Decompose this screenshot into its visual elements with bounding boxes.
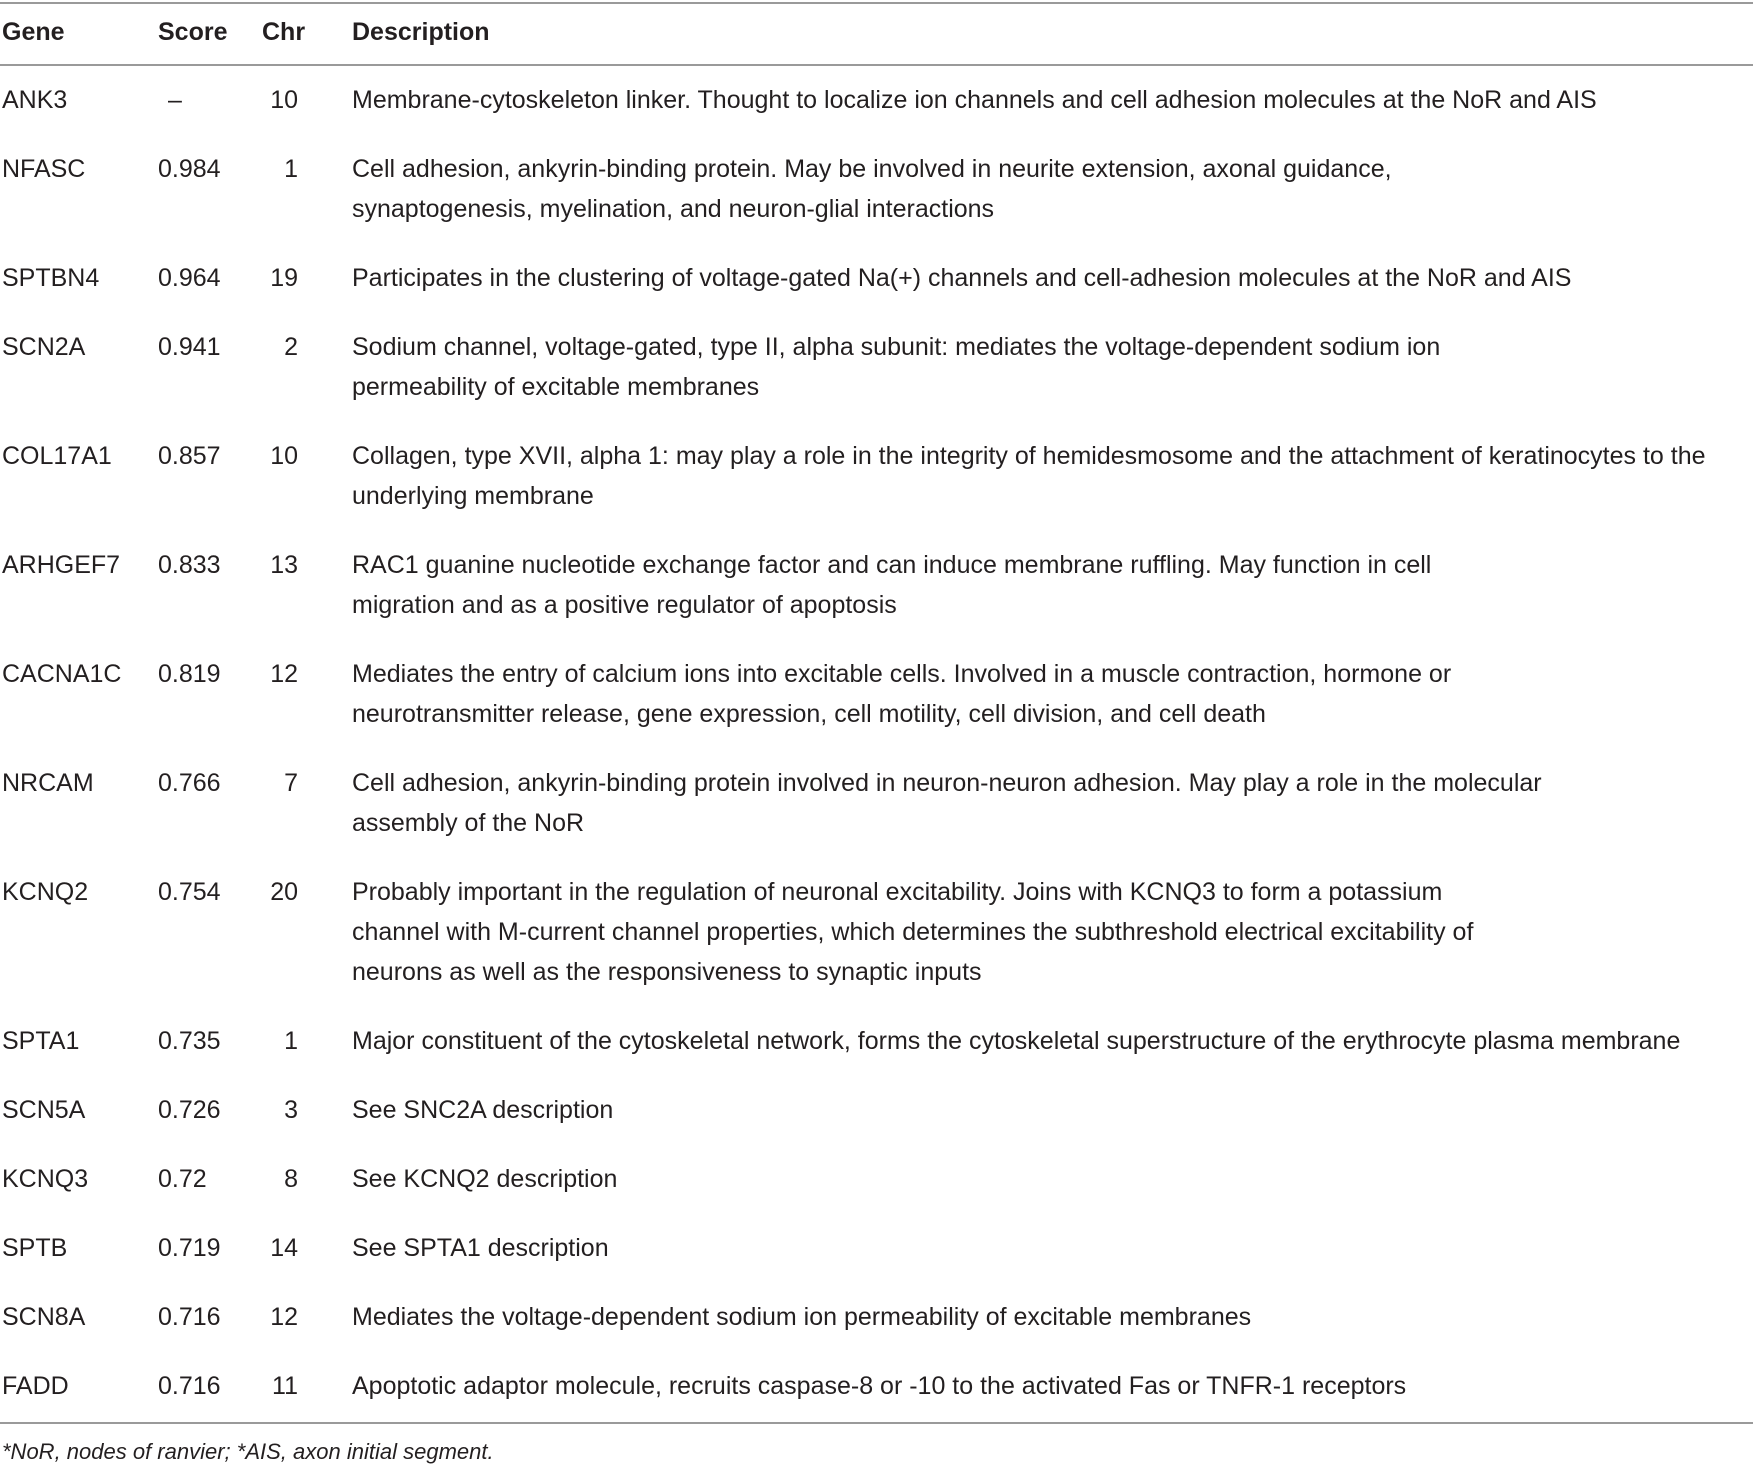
chr-cell: 11 [272,1372,298,1400]
gene-cell: SPTB [2,1234,68,1262]
gene-cell: SCN8A [2,1303,86,1331]
score-cell: 0.857 [158,442,221,470]
description-cell: Mediates the entry of calcium ions into excitable cells. Involved in a muscle contraction, hormone or neurotransmitter release, gene expression, cell motility, cell division, and cell death [352,660,1452,728]
description-cell: See KCNQ2 description [352,1165,618,1193]
chr-cell: 19 [270,264,298,292]
description-cell: See SPTA1 description [352,1234,609,1262]
description-cell: Cell adhesion, ankyrin-binding protein involved in neuron-neuron adhesion. May play a role in the molecular assembly of the NoR [352,769,1542,837]
header-gene: Gene [2,18,65,46]
chr-cell: 3 [284,1096,298,1124]
score-cell: 0.964 [158,264,221,292]
gene-cell: NRCAM [2,769,94,797]
table-top-rule [0,2,1753,4]
table-header-rule [0,64,1753,66]
gene-cell: SCN2A [2,333,86,361]
description-cell: See SNC2A description [352,1096,614,1124]
chr-cell: 14 [270,1234,298,1262]
score-cell: 0.735 [158,1027,221,1055]
table-footnote: *NoR, nodes of ranvier; *AIS, axon initial segment. [2,1439,494,1464]
score-cell: 0.726 [158,1096,221,1124]
chr-cell: 7 [284,769,298,797]
score-cell: 0.716 [158,1303,221,1331]
score-cell: 0.716 [158,1372,221,1400]
description-cell: Cell adhesion, ankyrin-binding protein. May be involved in neurite extension, axonal guidance, synaptogenesis, myelination, and neuron-glial interactions [352,155,1392,223]
score-cell: 0.941 [158,333,221,361]
chr-cell: 10 [270,86,298,114]
header-description: Description [352,18,490,46]
chr-cell: 10 [270,442,298,470]
score-cell: 0.984 [158,155,221,183]
chr-cell: 20 [270,878,298,906]
description-cell: Apoptotic adaptor molecule, recruits caspase-8 or -10 to the activated Fas or TNFR-1 receptors [352,1372,1407,1400]
header-score: Score [158,18,228,46]
description-cell: Probably important in the regulation of neuronal excitability. Joins with KCNQ3 to form a potassium channel with M-current channel properties, which determines the subthreshold electrical excitability of neurons as well as the responsiveness to synaptic inputs [352,878,1474,986]
description-cell: Collagen, type XVII, alpha 1: may play a role in the integrity of hemidesmosome and the attachment of keratinocytes to the underlying membrane [352,442,1706,510]
chr-cell: 1 [284,1027,298,1055]
description-cell: RAC1 guanine nucleotide exchange factor and can induce membrane ruffling. May function in cell migration and as a positive regulator of apoptosis [352,551,1432,619]
score-cell: 0.833 [158,551,221,579]
chr-cell: 8 [284,1165,298,1193]
score-cell: 0.766 [158,769,221,797]
gene-cell: NFASC [2,155,86,183]
header-chr: Chr [262,18,306,46]
score-cell: 0.819 [158,660,221,688]
gene-cell: KCNQ3 [2,1165,89,1193]
score-cell: – [168,86,182,114]
chr-cell: 1 [284,155,298,183]
score-cell: 0.754 [158,878,221,906]
gene-cell: SPTBN4 [2,264,100,292]
table-bottom-rule [0,1422,1753,1424]
score-cell: 0.72 [158,1165,207,1193]
gene-cell: KCNQ2 [2,878,89,906]
gene-cell: ARHGEF7 [2,551,121,579]
gene-cell: FADD [2,1372,69,1400]
score-cell: 0.719 [158,1234,221,1262]
table-header-row [0,14,1753,54]
chr-cell: 12 [270,660,298,688]
chr-cell: 12 [270,1303,298,1331]
gene-cell: SCN5A [2,1096,86,1124]
chr-cell: 13 [270,551,298,579]
chr-cell: 2 [284,333,298,361]
description-cell: Participates in the clustering of voltage-gated Na(+) channels and cell-adhesion molecules at the NoR and AIS [352,264,1572,292]
gene-cell: COL17A1 [2,442,112,470]
description-cell: Mediates the voltage-dependent sodium ion permeability of excitable membranes [352,1303,1252,1331]
description-cell: Sodium channel, voltage-gated, type II, alpha subunit: mediates the voltage-dependent sodium ion permeability of excitable membranes [352,333,1441,401]
description-cell: Membrane-cytoskeleton linker. Thought to localize ion channels and cell adhesion molecules at the NoR and AIS [352,86,1597,114]
description-cell: Major constituent of the cytoskeletal network, forms the cytoskeletal superstructure of the erythrocyte plasma membrane [352,1027,1681,1055]
gene-cell: ANK3 [2,86,68,114]
gene-cell: CACNA1C [2,660,122,688]
gene-cell: SPTA1 [2,1027,80,1055]
